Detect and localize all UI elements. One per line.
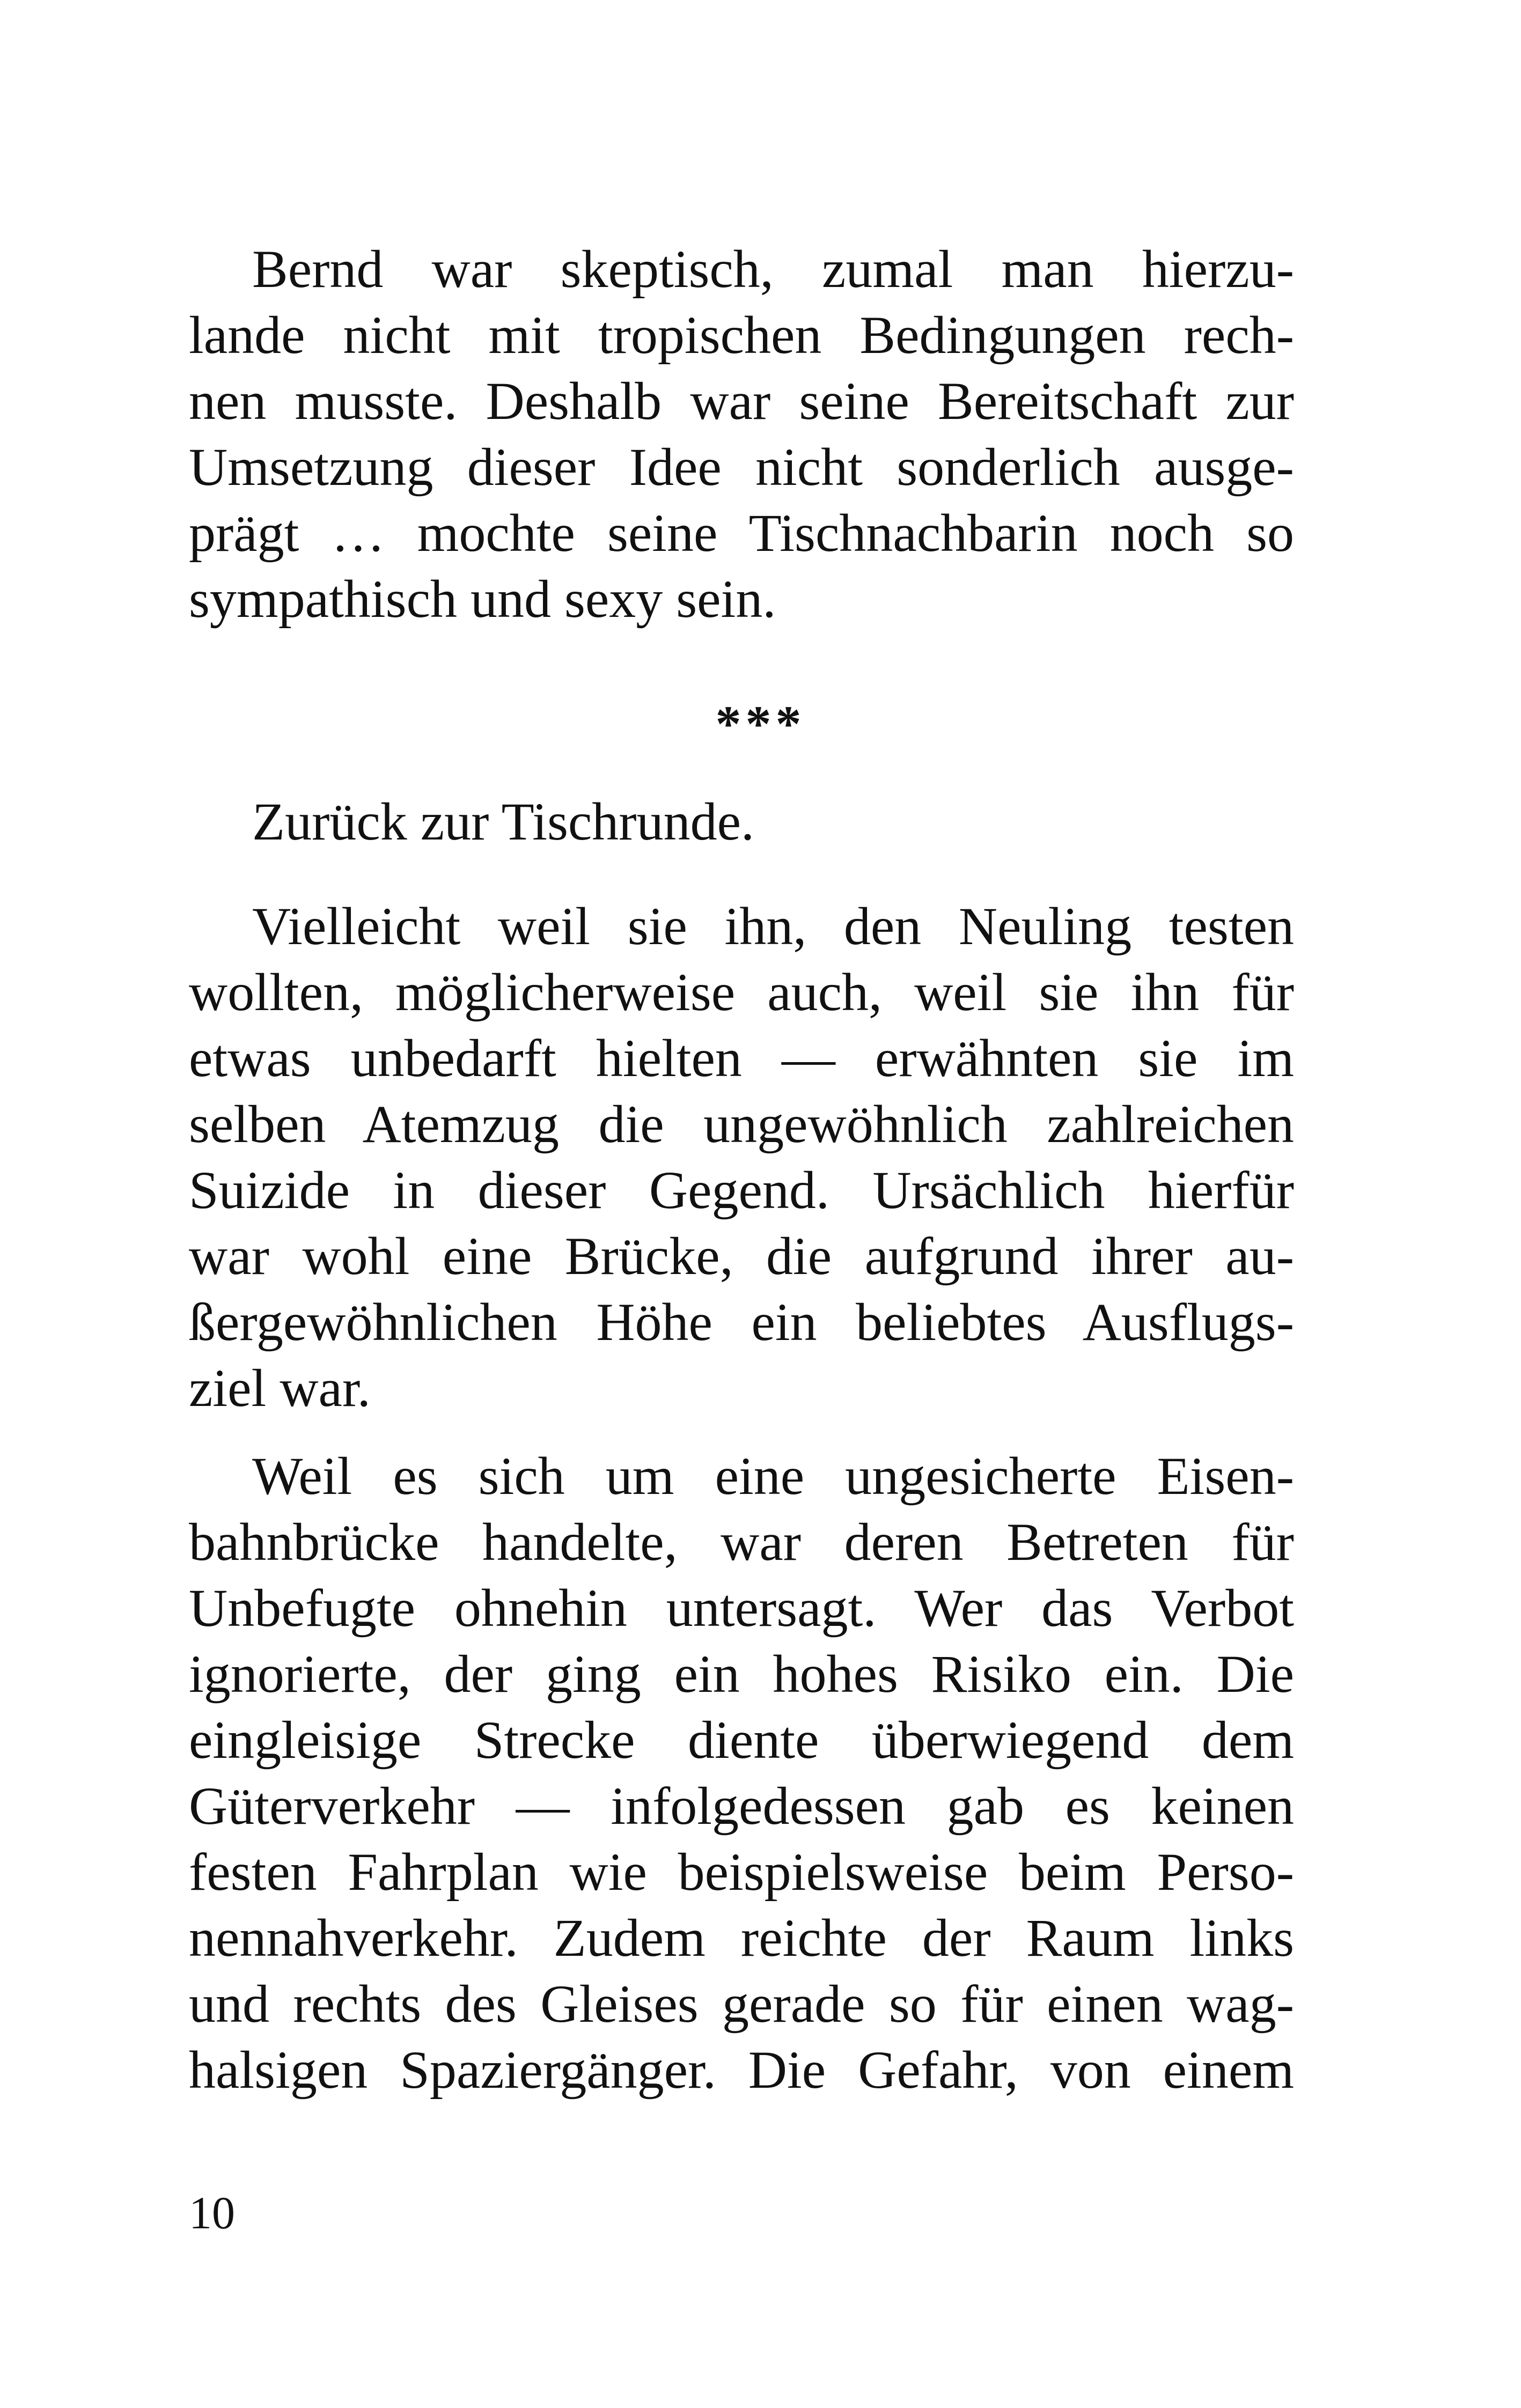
- text-line: ziel war.: [189, 1358, 371, 1418]
- page-number: 10: [189, 2187, 235, 2238]
- text-line: Suizide in dieser Gegend. Ursächlich hierfür: [189, 1160, 1294, 1220]
- text-line: Vielleicht weil sie ihn, den Neuling testen: [252, 896, 1294, 956]
- text-line: Umsetzung dieser Idee nicht sonderlich ausge-: [189, 437, 1294, 497]
- text-line: festen Fahrplan wie beispielsweise beim Perso-: [189, 1842, 1294, 1902]
- text-line: wollten, möglicherweise auch, weil sie ihn für: [189, 962, 1294, 1022]
- text-line: Zurück zur Tischrunde.: [252, 792, 754, 851]
- text-line: nen musste. Deshalb war seine Bereitschaft zur: [189, 371, 1294, 431]
- text-line: lande nicht mit tropischen Bedingungen rech-: [189, 305, 1294, 365]
- text-line: war wohl eine Brücke, die aufgrund ihrer au-: [189, 1226, 1294, 1286]
- text-line: ignorierte, der ging ein hohes Risiko ein. Die: [189, 1644, 1294, 1704]
- paragraph-bernd-skeptical: [189, 236, 1294, 632]
- text-line: sympathisch und sexy sein.: [189, 569, 776, 629]
- text-line: halsigen Spaziergänger. Die Gefahr, von einem: [189, 2040, 1294, 2100]
- text-line: ßergewöhnlichen Höhe ein beliebtes Ausflugs-: [189, 1292, 1294, 1352]
- paragraph-suicides-bridge: [189, 893, 1294, 1421]
- text-line: etwas unbedarft hielten — erwähnten sie im: [189, 1028, 1294, 1088]
- text-line: Bernd war skeptisch, zumal man hierzu-: [252, 239, 1294, 299]
- text-line: Unbefugte ohnehin untersagt. Wer das Verbot: [189, 1578, 1294, 1638]
- section-separator: ***: [715, 695, 806, 753]
- text-line: selben Atemzug die ungewöhnlich zahlreichen: [189, 1094, 1294, 1154]
- text-line: Weil es sich um eine ungesicherte Eisen-: [252, 1446, 1294, 1506]
- text-line: und rechts des Gleises gerade so für einen wag-: [189, 1974, 1294, 2034]
- text-line: prägt … mochte seine Tischnachbarin noch so: [189, 503, 1294, 563]
- text-line: Güterverkehr — infolgedessen gab es keinen: [189, 1776, 1294, 1836]
- text-line: nennahverkehr. Zudem reichte der Raum links: [189, 1908, 1294, 1968]
- text-line: bahnbrücke handelte, war deren Betreten für: [189, 1512, 1294, 1572]
- text-line: eingleisige Strecke diente überwiegend dem: [189, 1710, 1294, 1770]
- paragraph-railway-bridge: [189, 1443, 1294, 2103]
- paragraph-back-to-table: [189, 789, 1294, 855]
